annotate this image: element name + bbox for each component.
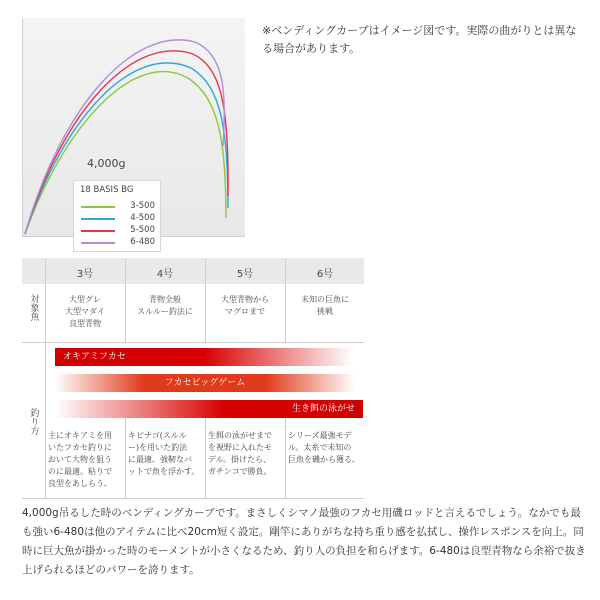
header-4go: 4号 [156,269,174,280]
legend-swatch [81,230,115,232]
divider [22,342,364,343]
chart-note: ※ベンディングカーブはイメージ図です。実際の曲がりとは異なる場合があります。 [262,24,577,55]
header-5go: 5号 [236,269,254,280]
chart-legend [73,180,161,252]
legend-swatch [81,242,115,244]
legend-swatch [81,206,115,208]
rod-table [22,258,364,498]
legend-item [81,225,157,235]
legend-swatch [81,218,115,220]
legend-label: 6-480 [130,237,155,247]
target-6go: 未知の巨魚に 挑戦 [301,295,349,316]
desc-6go: シリーズ最強モデ ル。太糸で未知の 巨魚を磯から獲る。 [288,431,360,464]
header-3go: 3号 [76,269,94,280]
legend-label: 5-500 [130,225,155,235]
description-paragraph: 4,000g吊るした時のベンディングカーブです。まさしくシマノ最強のフカセ用磯ロッドと言えるでしょう。なかでも最も強い6-480は他のアイテムに比べ20cm短く設定。剛竿にありがちな持ち重り感を払拭し、操作レスポンスを向上。同時に巨大魚が掛かった時のモーメントが小さくなるため、釣り人の負担を和らげます。6-480は良型青物なら余裕で抜き上げられるほどのパワーを誇ります。 [22,507,586,576]
weight-annotation: 4,000g [87,157,126,170]
divider [205,418,206,498]
bending-curve-chart [22,18,245,247]
desc-5go: 生餌の泳がせまで を視野に入れたモ デル。掛けたら、 ガチンコで勝負。 [208,431,272,476]
divider [285,258,286,284]
row-label-target-text: 対象魚 [28,294,39,321]
divider [125,258,126,284]
bar-fukase-big-game [55,374,355,392]
target-3go: 大型グレ 大型マダイ 良型青物 [65,295,105,328]
bar-label: 生き餌の泳がせ [291,404,355,414]
target-4go: 青物全般 スルルー釣法に [137,295,193,316]
row-label-method-text: 釣り方 [28,408,39,435]
desc-3go: 主にオキアミを用 いたフカセ釣りに おいて大物を狙う のに最適。粘りで 良型をあしらう。 [48,431,112,488]
row-label-target [26,294,40,325]
legend-label: 4-500 [130,213,155,223]
header-6go: 6号 [316,269,334,280]
bar-okiami-fukase [55,348,353,366]
legend-title: 18 BASIS BG [80,185,134,195]
legend-item [81,237,157,247]
divider [205,258,206,284]
target-5go: 大型青物から マグロまで [221,295,269,316]
legend-item [81,201,157,211]
bar-ikie-oyogase [55,400,363,418]
legend-item [81,213,157,223]
bar-label: フカセビッグゲーム [164,378,246,388]
legend-label: 3-500 [130,201,155,211]
divider [22,498,364,499]
divider [285,418,286,498]
divider [125,418,126,498]
row-label-method [26,408,40,439]
bar-label: オキアミフカセ [63,352,126,362]
desc-4go: キビナゴ(スルル ー)を用いた釣法 に最適。強靭なバ ットで魚を浮かす。 [128,431,200,476]
